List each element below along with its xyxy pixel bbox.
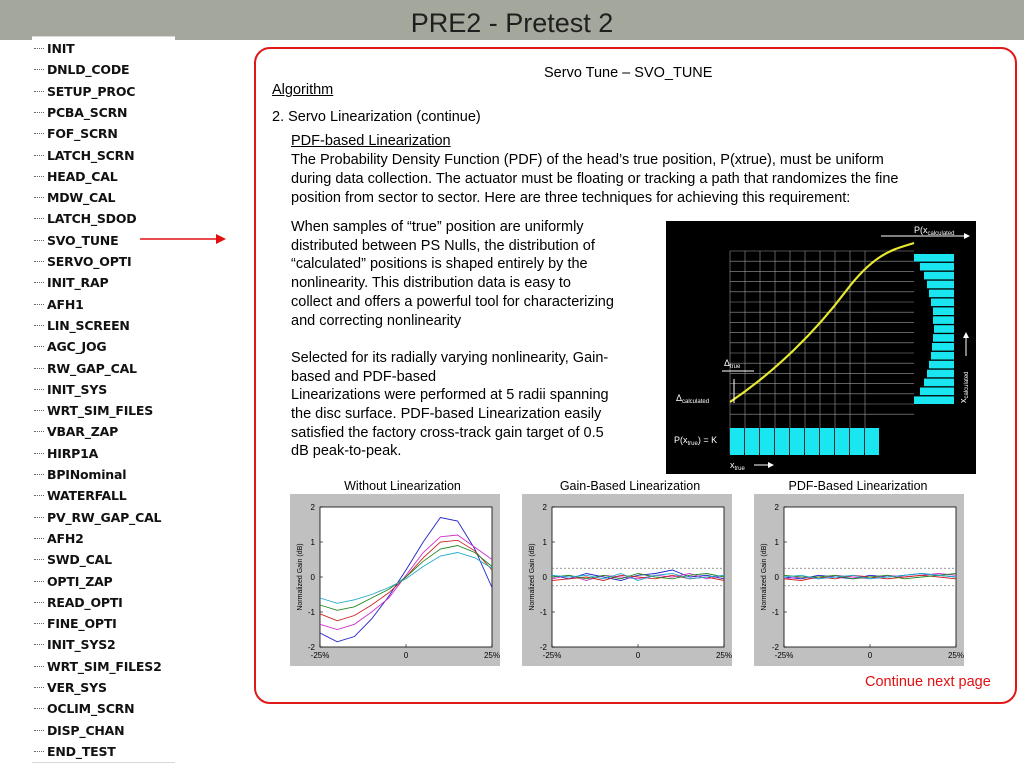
- tree-item-wrt-sim-files2[interactable]: [34, 656, 162, 677]
- body-line: the disc surface. PDF-based Linearization easily: [291, 406, 602, 422]
- tree-item-label: INIT_SYS: [47, 381, 107, 397]
- x-tick-label: 25%: [483, 651, 500, 660]
- tree-item-label: INIT: [47, 41, 75, 56]
- tree-item-label: HEAD_CAL: [47, 168, 118, 184]
- calculated-pdf-bar: [932, 343, 954, 351]
- tree-item-swd-cal[interactable]: [34, 549, 112, 570]
- y-tick-label: 2: [774, 503, 779, 512]
- calculated-pdf-bar: [924, 379, 954, 387]
- tree-item-label: BPINominal: [47, 467, 127, 482]
- slide-title: PRE2 - Pretest 2: [410, 8, 614, 38]
- tree-item-label: LATCH_SDOD: [47, 211, 137, 227]
- tree-item-label: DISP_CHAN: [47, 722, 125, 738]
- y-tick-label: 0: [542, 573, 547, 582]
- tree-item-servo-opti[interactable]: [34, 251, 131, 272]
- pdf-subheading: PDF-based Linearization: [291, 133, 451, 149]
- true-pdf-bar: [730, 428, 744, 455]
- x-calculated-label: $x_{calculated}$: [958, 371, 970, 403]
- algorithm-heading: Algorithm: [272, 82, 334, 98]
- true-pdf-bar: [835, 428, 849, 455]
- y-tick-label: -2: [539, 643, 547, 652]
- y-tick-label: 0: [774, 573, 779, 582]
- x-tick-label: 0: [403, 651, 409, 660]
- tree-item-waterfall[interactable]: [34, 485, 127, 506]
- y-tick-label: 1: [542, 538, 547, 547]
- tree-item-ver-sys[interactable]: [34, 677, 107, 698]
- calculated-pdf-bar: [934, 325, 954, 333]
- tree-item-pv-rw-gap-cal[interactable]: [34, 507, 161, 528]
- tree-item-label: FOF_SCRN: [47, 126, 118, 142]
- p-true-label: $P(x_{true}) = K$: [674, 435, 718, 447]
- tree-item-label: PCBA_SCRN: [47, 104, 128, 120]
- y-tick-label: -1: [307, 608, 315, 617]
- tree-connector: [34, 431, 44, 432]
- body-line: collect and offers a powerful tool for characterizing: [291, 293, 614, 310]
- delta-true-label: $\Delta_{true}$: [724, 358, 741, 370]
- tree-item-label: VBAR_ZAP: [47, 424, 119, 440]
- tree-connector: [34, 538, 44, 539]
- tree-connector: [34, 133, 44, 134]
- x-tick-label: 0: [635, 651, 641, 660]
- tree-item-label: VER_SYS: [47, 680, 107, 695]
- tree-connector: [34, 602, 44, 603]
- chart-title-without: Without Linearization: [344, 479, 461, 493]
- tree-item-label: MDW_CAL: [47, 190, 116, 206]
- calculated-pdf-bar: [914, 254, 954, 262]
- tree-item-opti-zap[interactable]: [34, 571, 113, 592]
- tree-item-bpinominal[interactable]: [34, 464, 126, 485]
- y-tick-label: 2: [542, 503, 547, 512]
- tree-item-label: PV_RW_GAP_CAL: [47, 509, 162, 525]
- tree-item-vbar-zap[interactable]: [34, 421, 118, 442]
- tree-connector: [34, 389, 44, 390]
- x-tick-label: -25%: [542, 651, 562, 660]
- tree-item-mdw-cal[interactable]: [34, 187, 115, 208]
- tree-connector: [34, 218, 44, 219]
- body-line: nonlinearity. This distribution data is easy to: [291, 275, 571, 292]
- tree-connector: [34, 240, 44, 241]
- tree-item-init-sys[interactable]: [34, 379, 107, 400]
- tree-item-label: SVO_TUNE: [47, 232, 119, 248]
- tree-connector: [34, 368, 44, 369]
- true-pdf-bar: [805, 428, 819, 455]
- tree-item-latch-sdod[interactable]: [34, 208, 136, 229]
- tree-connector: [34, 346, 44, 347]
- tree-item-label: AFH2: [47, 530, 84, 546]
- tree-connector: [34, 474, 44, 475]
- tree-item-label: OPTI_ZAP: [47, 573, 113, 589]
- y-tick-label: 0: [310, 573, 315, 582]
- tree-connector: [34, 559, 44, 560]
- servo-tune-header: Servo Tune – SVO_TUNE: [544, 65, 713, 81]
- intro-line: The Probability Density Function (PDF) of the head’s true position, P(xtrue), must be uniform: [291, 152, 884, 168]
- tree-item-pcba-scrn[interactable]: [34, 102, 127, 123]
- tree-item-fine-opti[interactable]: [34, 613, 117, 634]
- highlight-arrow: [140, 232, 226, 246]
- body-line: “calculated” positions is shaped entirely by the: [291, 256, 588, 273]
- tree-connector: [34, 666, 44, 667]
- tree-item-label: LATCH_SCRN: [47, 147, 135, 163]
- y-tick-label: 1: [310, 538, 315, 547]
- calculated-pdf-bar: [933, 316, 954, 324]
- chart-pdf-based: [754, 494, 964, 666]
- tree-item-afh1[interactable]: [34, 294, 84, 315]
- tree-item-setup-proc[interactable]: [34, 81, 135, 102]
- calculated-pdf-bar: [927, 370, 954, 378]
- y-tick-label: 2: [310, 503, 315, 512]
- x-tick-label: -25%: [774, 651, 794, 660]
- true-pdf-bar: [850, 428, 864, 455]
- chart-title-pdf: PDF-Based Linearization: [788, 479, 928, 493]
- tree-connector: [34, 644, 44, 645]
- true-pdf-bar: [820, 428, 834, 455]
- true-pdf-bar: [760, 428, 774, 455]
- continue-next-page: Continue next page: [865, 674, 991, 690]
- tree-connector: [34, 517, 44, 518]
- calculated-pdf-bar: [931, 352, 954, 360]
- tree-connector: [34, 730, 44, 731]
- x-tick-label: 25%: [947, 651, 964, 660]
- tree-item-agc-jog[interactable]: [34, 336, 107, 357]
- tree-item-rw-gap-cal[interactable]: [34, 358, 137, 379]
- chart-title-gain: Gain-Based Linearization: [559, 479, 701, 493]
- body-line: When samples of “true” position are uniformly: [291, 219, 584, 235]
- y-tick-label: -1: [539, 608, 547, 617]
- tree-connector: [34, 325, 44, 326]
- tree-connector: [34, 176, 44, 177]
- tree-item-hirp1a[interactable]: [34, 443, 98, 464]
- calculated-pdf-bar: [924, 272, 954, 280]
- tree-item-svo-tune[interactable]: [34, 230, 118, 251]
- calculated-pdf-bar: [914, 396, 954, 404]
- tree-item-fof-scrn[interactable]: [34, 123, 118, 144]
- tree-item-label: SWD_CAL: [47, 552, 112, 568]
- calculated-pdf-bar: [920, 388, 954, 396]
- tree-connector: [34, 453, 44, 454]
- tree-connector: [34, 155, 44, 156]
- intro-line: during data collection. The actuator must be floating or tracking a path that randomizes the fine: [291, 171, 899, 187]
- x-tick-label: -25%: [310, 651, 330, 660]
- y-tick-label: -2: [771, 643, 779, 652]
- tree-item-label: AGC_JOG: [47, 339, 107, 355]
- tree-item-disp-chan[interactable]: [34, 720, 124, 741]
- chart-gain-based: [522, 494, 732, 666]
- chart-without-linearization: [290, 494, 500, 666]
- test-step-tree: [32, 36, 175, 763]
- tree-connector: [34, 91, 44, 92]
- figure-grid: [730, 251, 914, 453]
- tree-item-lin-screen[interactable]: [34, 315, 130, 336]
- tree-item-label: READ_OPTI: [47, 594, 123, 610]
- tree-item-init[interactable]: [34, 38, 75, 59]
- intro-line: position from sector to sector. Here are three techniques for achieving this requirement:: [291, 190, 851, 206]
- x-true-label: $x_{true}$: [730, 460, 745, 472]
- x-tick-label: 25%: [715, 651, 732, 660]
- p-calculated-label: $P(x_{calculated}$: [914, 225, 955, 237]
- tree-item-head-cal[interactable]: [34, 166, 118, 187]
- tree-item-wrt-sim-files[interactable]: [34, 400, 153, 421]
- y-axis-label: Normalized Gain (dB): [529, 543, 536, 611]
- tree-connector: [34, 261, 44, 262]
- tree-connector: [34, 304, 44, 305]
- tree-item-label: SETUP_PROC: [47, 83, 136, 99]
- body-line: and correcting nonlinearity: [291, 312, 462, 329]
- calculated-pdf-bar: [927, 281, 954, 289]
- true-pdf-bar: [865, 428, 879, 455]
- tree-connector: [34, 751, 44, 752]
- tree-item-label: HIRP1A: [47, 445, 99, 461]
- tree-item-label: RW_GAP_CAL: [47, 360, 137, 376]
- body-line: Selected for its radially varying nonlinearity, Gain-: [291, 349, 609, 366]
- body-line: satisfied the factory cross-track gain target of 0.5: [291, 424, 604, 441]
- true-pdf-bar: [790, 428, 804, 455]
- tree-item-read-opti[interactable]: [34, 592, 123, 613]
- tree-connector: [34, 495, 44, 496]
- tree-connector: [34, 581, 44, 582]
- true-pdf-bar: [745, 428, 759, 455]
- tree-item-init-sys2[interactable]: [34, 634, 116, 655]
- calculated-pdf-bar: [929, 361, 954, 369]
- tree-connector: [34, 69, 44, 70]
- tree-item-label: SERVO_OPTI: [47, 254, 132, 269]
- tree-item-dnld-code[interactable]: [34, 59, 129, 80]
- y-tick-label: -1: [771, 608, 779, 617]
- tree-item-label: WRT_SIM_FILES: [47, 403, 154, 419]
- y-tick-label: -2: [307, 643, 315, 652]
- calculated-pdf-bar: [929, 290, 954, 298]
- tree-item-label: INIT_RAP: [47, 275, 109, 291]
- tree-item-end-test[interactable]: [34, 741, 116, 762]
- tree-item-afh2[interactable]: [34, 528, 84, 549]
- y-tick-label: 1: [774, 538, 779, 547]
- tree-item-label: WATERFALL: [47, 488, 127, 504]
- tree-item-label: DNLD_CODE: [47, 62, 130, 78]
- y-axis-label: Normalized Gain (dB): [297, 543, 304, 611]
- tree-item-latch-scrn[interactable]: [34, 145, 134, 166]
- pdf-figure-drawing: [666, 221, 976, 474]
- tree-connector: [34, 410, 44, 411]
- section-heading: 2. Servo Linearization (continue): [272, 109, 481, 125]
- calculated-pdf-bar: [933, 307, 954, 315]
- calculated-pdf-bar: [931, 299, 954, 307]
- tree-connector: [34, 197, 44, 198]
- y-axis-label: Normalized Gain (dB): [761, 543, 768, 611]
- tree-item-label: FINE_OPTI: [47, 616, 117, 632]
- tree-connector: [34, 282, 44, 283]
- pdf-linearization-figure: [666, 221, 976, 474]
- delta-calculated-label: $\Delta_{calculated}$: [676, 393, 710, 405]
- body-line: dB peak-to-peak.: [291, 443, 402, 460]
- calculated-pdf-bar: [920, 263, 954, 271]
- tree-connector: [34, 112, 44, 113]
- body-line: distributed between PS Nulls, the distribution of: [291, 237, 595, 254]
- x-tick-label: 0: [867, 651, 873, 660]
- true-pdf-bar: [775, 428, 789, 455]
- body-line: Linearizations were performed at 5 radii spanning: [291, 387, 609, 404]
- tree-item-label: END_TEST: [47, 743, 116, 759]
- body-line: based and PDF-based: [291, 368, 437, 385]
- tree-item-oclim-scrn[interactable]: [34, 698, 134, 719]
- tree-item-label: WRT_SIM_FILES2: [47, 658, 162, 674]
- tree-connector: [34, 48, 44, 49]
- calculated-pdf-bar: [933, 334, 954, 342]
- tree-item-label: INIT_SYS2: [47, 637, 116, 653]
- tree-connector: [34, 708, 44, 709]
- tree-connector: [34, 687, 44, 688]
- tree-item-label: LIN_SCREEN: [47, 317, 130, 333]
- tree-item-label: AFH1: [47, 296, 84, 312]
- tree-connector: [34, 623, 44, 624]
- tree-item-label: OCLIM_SCRN: [47, 701, 135, 717]
- tree-item-init-rap[interactable]: [34, 272, 108, 293]
